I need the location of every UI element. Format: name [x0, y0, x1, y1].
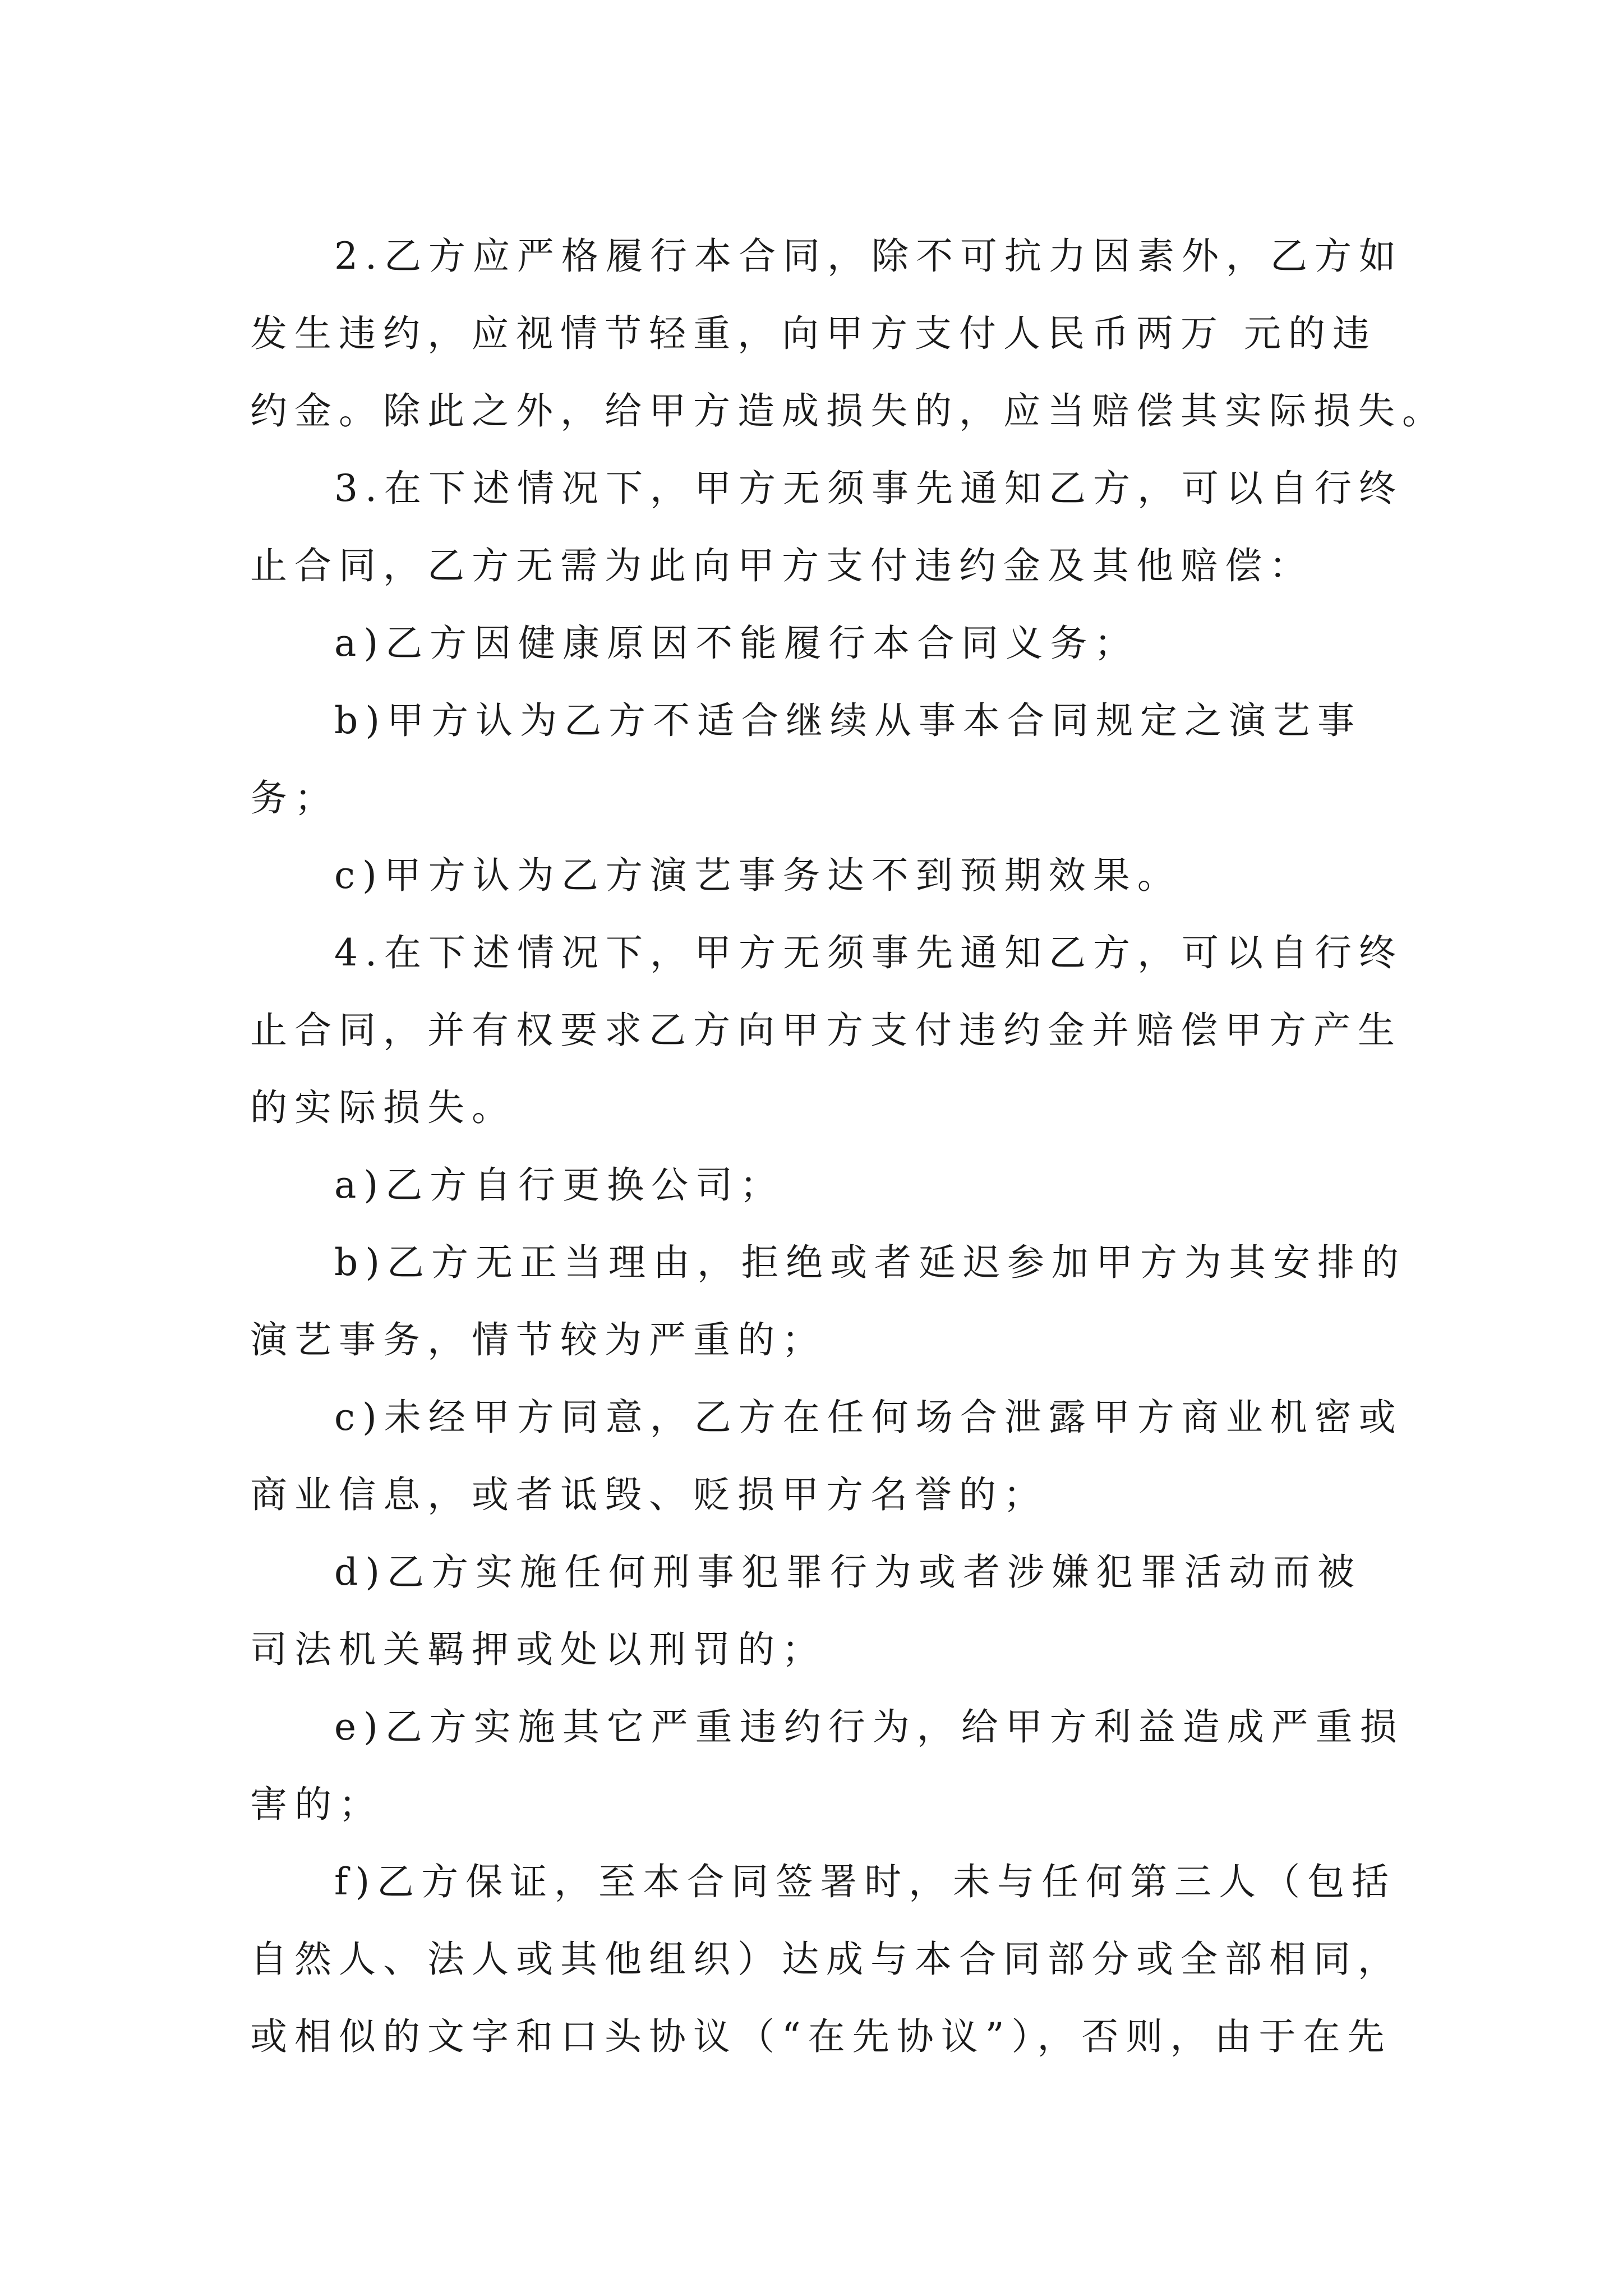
text-line: 务； — [250, 776, 339, 820]
text-line: 或相似的文字和口头协议（“在先协议”），否则，由于在先 — [250, 2015, 1392, 2058]
text-line: 发生违约，应视情节轻重，向甲方支付人民币两万 元的违 — [250, 312, 1377, 355]
text-line: a)乙方自行更换公司； — [334, 1163, 785, 1207]
text-line: a)乙方因健康原因不能履行本合同义务； — [334, 622, 1139, 665]
text-line: 约金。除此之外，给甲方造成损失的，应当赔偿其实际损失。 — [250, 389, 1446, 432]
document-body — [250, 218, 1446, 2076]
text-line: 止合同，乙方无需为此向甲方支付违约金及其他赔偿： — [250, 544, 1313, 587]
text-line: 司法机关羁押或处以刑罚的； — [250, 1628, 826, 1671]
text-line: 4.在下述情况下，甲方无须事先通知乙方，可以自行终 — [334, 931, 1403, 974]
text-line: b)乙方无正当理由，拒绝或者延迟参加甲方为其安排的 — [334, 1241, 1406, 1284]
text-line: 害的； — [250, 1783, 383, 1826]
text-line: b)甲方认为乙方不适合继续从事本合同规定之演艺事 — [334, 699, 1362, 742]
text-line: 3.在下述情况下，甲方无须事先通知乙方，可以自行终 — [334, 467, 1403, 510]
text-line: 2.乙方应严格履行本合同，除不可抗力因素外，乙方如 — [334, 234, 1403, 278]
text-line: c)未经甲方同意，乙方在任何场合泄露甲方商业机密或 — [334, 1396, 1403, 1439]
text-line: 止合同，并有权要求乙方向甲方支付违约金并赔偿甲方产生 — [250, 1009, 1402, 1052]
text-line: d)乙方实施任何刑事犯罪行为或者涉嫌犯罪活动而被 — [334, 1550, 1362, 1594]
text-line: f)乙方保证，至本合同签署时，未与任何第三人（包括 — [334, 1860, 1396, 1903]
text-line: 演艺事务，情节较为严重的； — [250, 1318, 826, 1361]
text-line: e)乙方实施其它严重违约行为，给甲方利益造成严重损 — [334, 1705, 1404, 1749]
text-line: 的实际损失。 — [250, 1086, 516, 1129]
text-line: 商业信息，或者诋毁、贬损甲方名誉的； — [250, 1473, 1048, 1516]
text-line: c)甲方认为乙方演艺事务达不到预期效果。 — [334, 854, 1182, 897]
text-line: 自然人、法人或其他组织）达成与本合同部分或全部相同， — [250, 1938, 1402, 1981]
